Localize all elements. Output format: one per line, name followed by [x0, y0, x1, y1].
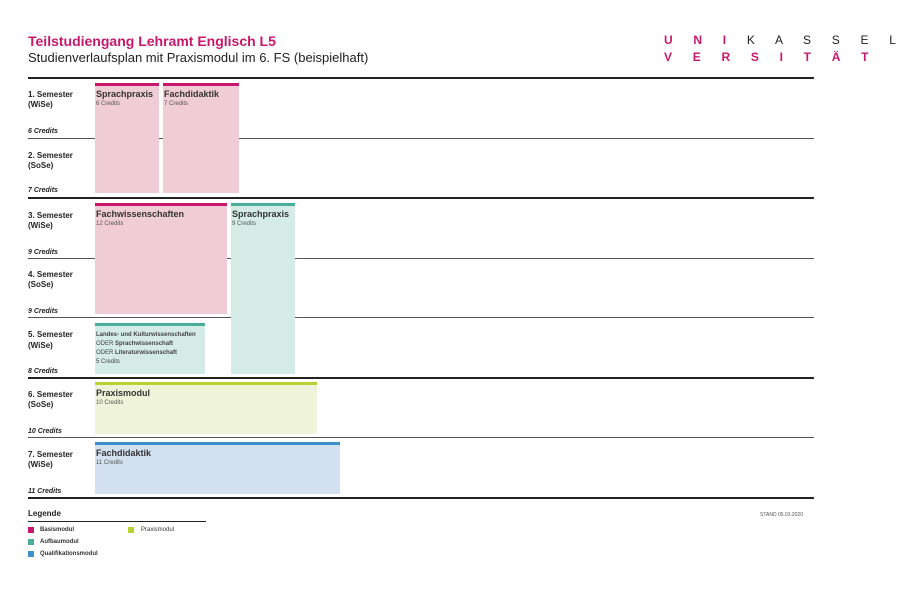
module-credits: 10 Credits	[96, 400, 124, 406]
semester-label: 1. Semester (WiSe)	[28, 90, 73, 109]
semester-credits: 8 Credits	[28, 368, 58, 375]
page-subtitle: Studienverlaufsplan mit Praxismodul im 6. FS (beispielhaft)	[28, 50, 369, 65]
legend-swatch-basismodul	[28, 527, 34, 533]
semester-credits: 10 Credits	[28, 428, 62, 435]
module-title: Landes- und Kulturwissenschaften	[96, 332, 196, 338]
semester-label: 7. Semester (WiSe)	[28, 450, 73, 469]
legend-swatch-qualifikationsmodul	[28, 551, 34, 557]
module-color-bar	[95, 323, 205, 326]
module-fachdidaktik-basis	[163, 83, 239, 193]
module-landeskunde-wahl	[95, 323, 205, 374]
semester-credits: 11 Credits	[28, 488, 62, 495]
module-color-bar	[231, 203, 295, 206]
semester-label: 6. Semester (SoSe)	[28, 390, 73, 409]
logo-text-accent: Ä T	[831, 50, 878, 64]
semester-credits: 7 Credits	[28, 187, 58, 194]
module-credits: 5 Credits	[96, 359, 121, 365]
semester-credits: 6 Credits	[28, 128, 58, 135]
legend-label: Aufbaumodul	[40, 539, 79, 545]
legend-title: Legende	[28, 509, 61, 518]
legend-label: Praxismodul	[141, 527, 175, 533]
module-title: Fachdidaktik	[96, 448, 152, 458]
legend-label: Qualifikationsmodul	[40, 551, 98, 557]
semester-label: 5. Semester (WiSe)	[28, 330, 73, 350]
semester-credits: 9 Credits	[28, 249, 58, 256]
module-credits: 11 Credits	[96, 460, 123, 466]
legend-divider	[28, 521, 206, 522]
module-credits: 9 Credits	[232, 221, 257, 227]
module-title: Praxismodul	[96, 388, 151, 398]
semester-label: 4. Semester (SoSe)	[28, 270, 73, 289]
page-title: Teilstudiengang Lehramt Englisch L5	[28, 33, 276, 49]
module-title: Fachwissenschaften	[96, 209, 185, 219]
module-sprachpraxis-aufbau	[231, 203, 295, 374]
module-fachwissenschaften	[95, 203, 227, 314]
module-color-bar	[163, 83, 239, 86]
module-fachdidaktik-qualifikation	[95, 442, 340, 494]
module-credits: 12 Credits	[96, 221, 124, 227]
legend-swatch-praxismodul	[128, 527, 134, 533]
semester-credits: 9 Credits	[28, 308, 58, 315]
module-praxismodul	[95, 382, 317, 434]
module-sprachpraxis-basis	[95, 83, 159, 193]
legend-swatch-aufbaumodul	[28, 539, 34, 545]
logo-text: K A S S E L	[746, 33, 905, 47]
module-title: Fachdidaktik	[164, 89, 220, 99]
university-logo	[664, 32, 905, 66]
module-color-bar	[95, 442, 340, 445]
module-title: Sprachpraxis	[96, 89, 154, 99]
grid-bottom-line	[28, 497, 814, 499]
semester-divider-thick	[28, 377, 814, 379]
module-title: Sprachpraxis	[232, 209, 290, 219]
module-color-bar	[95, 203, 227, 206]
module-option: ODER Sprachwissenschaft	[96, 341, 174, 347]
semester-divider	[28, 437, 814, 438]
module-credits: 6 Credits	[96, 101, 121, 107]
header-divider	[28, 77, 814, 79]
module-color-bar	[95, 382, 317, 385]
semester-divider-thick	[28, 197, 814, 199]
module-credits: 7 Credits	[164, 101, 189, 107]
semester-divider	[28, 317, 814, 318]
logo-text-accent: V E R S I T	[664, 50, 820, 64]
module-color-bar	[95, 83, 159, 86]
logo-text-accent: U N I	[664, 33, 735, 47]
semester-label: 3. Semester (WiSe)	[28, 211, 73, 230]
stand-date: STAND 05.03.2020	[760, 512, 803, 518]
module-option: ODER Literaturwissenschaft	[96, 350, 178, 356]
semester-label: 2. Semester (SoSe)	[28, 151, 73, 170]
legend-label: Basismodul	[40, 527, 75, 533]
